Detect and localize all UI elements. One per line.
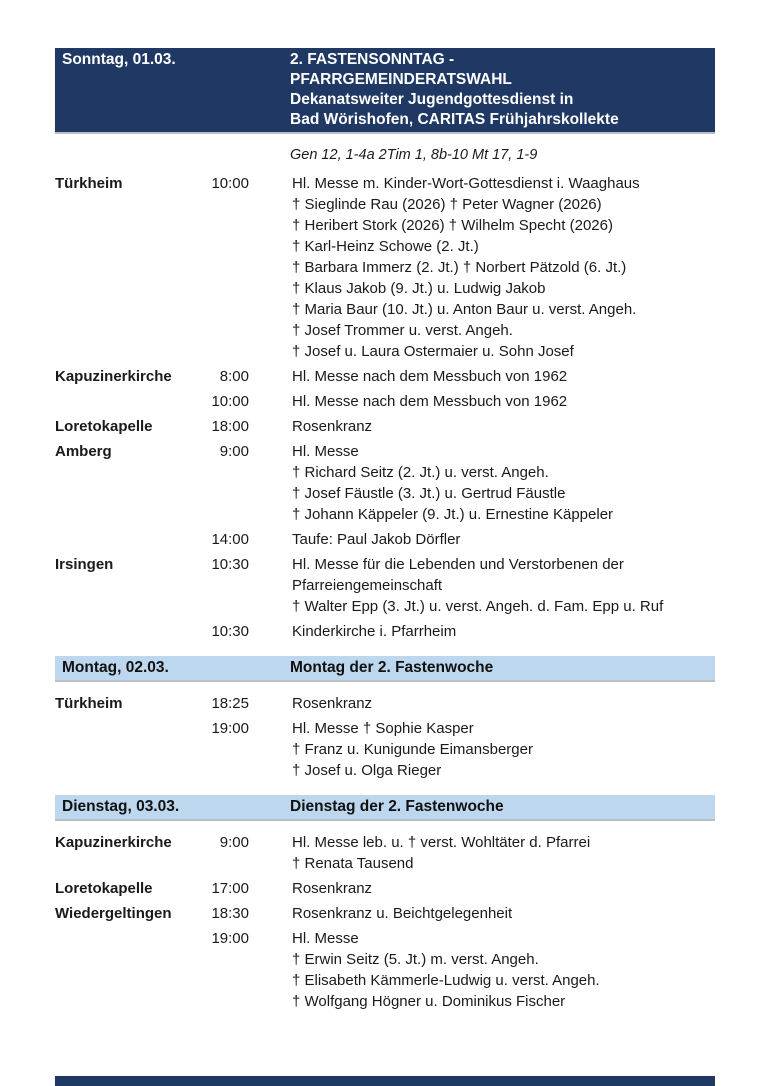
location-cell	[55, 928, 201, 1012]
day-title-line: 2. FASTENSONNTAG -	[290, 51, 455, 68]
day-section	[55, 795, 715, 1012]
day-section	[55, 48, 715, 642]
location-cell: Wiedergeltingen	[55, 905, 172, 922]
schedule-entry	[55, 903, 715, 924]
intention-line: † Josef u. Laura Ostermaier u. Sohn Josef	[292, 343, 574, 360]
time-cell: 10:30	[211, 556, 249, 573]
location-cell: Loretokapelle	[55, 418, 153, 435]
time-cell: 19:00	[211, 720, 249, 737]
intention-line: † Franz u. Kunigunde Eimansberger	[292, 741, 533, 758]
schedule-entry	[55, 529, 715, 550]
schedule-entry	[55, 366, 715, 387]
description-cell	[292, 441, 715, 525]
description-cell	[292, 391, 715, 412]
day-title	[290, 50, 709, 130]
location-cell	[55, 391, 201, 412]
description-cell	[292, 903, 715, 924]
service-line: Hl. Messe † Sophie Kasper	[292, 720, 474, 737]
description-cell	[292, 878, 715, 899]
location-cell: Kapuzinerkirche	[55, 834, 172, 851]
schedule-content	[55, 48, 715, 1016]
service-line: Rosenkranz	[292, 418, 373, 435]
schedule-entry	[55, 554, 715, 617]
time-cell: 9:00	[219, 834, 249, 851]
location-cell: Loretokapelle	[55, 880, 153, 897]
service-line: Taufe: Paul Jakob Dörfler	[292, 531, 461, 548]
intention-line: † Sieglinde Rau (2026) † Peter Wagner (2026)	[292, 196, 602, 213]
service-line: Hl. Messe	[292, 443, 359, 460]
description-cell	[292, 832, 715, 874]
service-line: Rosenkranz u. Beichtgelegenheit	[292, 905, 513, 922]
time-cell: 10:00	[211, 175, 249, 192]
intention-line: † Richard Seitz (2. Jt.) u. verst. Angeh.	[292, 464, 549, 481]
description-cell	[292, 416, 715, 437]
day-date: Montag, 02.03.	[62, 659, 169, 676]
day-title-line: Bad Wörishofen, CARITAS Frühjahrskollekte	[290, 111, 619, 128]
intention-line: † Heribert Stork (2026) † Wilhelm Specht (2026)	[292, 217, 613, 234]
schedule-entry	[55, 621, 715, 642]
day-date: Dienstag, 03.03.	[62, 798, 180, 815]
description-cell	[292, 529, 715, 550]
service-line: Hl. Messe für die Lebenden und Verstorbenen der Pfarreiengemeinschaft	[292, 556, 624, 594]
day-header-bar	[55, 795, 715, 821]
intention-line: † Elisabeth Kämmerle-Ludwig u. verst. Angeh.	[292, 972, 600, 989]
time-cell: 14:00	[211, 531, 249, 548]
service-line: Rosenkranz	[292, 880, 373, 897]
schedule-entry	[55, 693, 715, 714]
next-day-header-cutoff-bar	[55, 1076, 715, 1086]
description-cell	[292, 928, 715, 1012]
day-title-line: Montag der 2. Fastenwoche	[290, 659, 494, 676]
location-cell: Amberg	[55, 443, 112, 460]
time-cell: 17:00	[211, 880, 249, 897]
location-cell: Türkheim	[55, 695, 123, 712]
location-cell: Kapuzinerkirche	[55, 368, 172, 385]
entry-list	[55, 832, 715, 1012]
service-line: Hl. Messe m. Kinder-Wort-Gottesdienst i. Waaghaus	[292, 175, 640, 192]
schedule-entry	[55, 928, 715, 1012]
intention-line: † Barbara Immerz (2. Jt.) † Norbert Pätzold (6. Jt.)	[292, 259, 627, 276]
description-cell	[292, 554, 715, 617]
intention-line: † Josef Trommer u. verst. Angeh.	[292, 322, 513, 339]
entry-list	[55, 173, 715, 642]
description-cell	[292, 718, 715, 781]
description-cell	[292, 621, 715, 642]
day-title	[290, 658, 709, 678]
day-header-bar	[55, 48, 715, 134]
day-title-line: Dekanatsweiter Jugendgottesdienst in	[290, 91, 574, 108]
day-title-line: PFARRGEMEINDERATSWAHL	[290, 71, 512, 88]
intention-line: † Klaus Jakob (9. Jt.) u. Ludwig Jakob	[292, 280, 546, 297]
service-line: Hl. Messe nach dem Messbuch von 1962	[292, 393, 568, 410]
day-header-bar	[55, 656, 715, 682]
location-cell	[55, 529, 201, 550]
schedule-entry	[55, 878, 715, 899]
intention-line: † Johann Käppeler (9. Jt.) u. Ernestine Käppeler	[292, 506, 614, 523]
entry-list	[55, 693, 715, 781]
intention-line: † Walter Epp (3. Jt.) u. verst. Angeh. d. Fam. Epp u. Ruf	[292, 598, 664, 615]
description-cell	[292, 173, 715, 362]
location-cell	[55, 718, 201, 781]
intention-line: † Josef u. Olga Rieger	[292, 762, 442, 779]
intention-line: † Karl-Heinz Schowe (2. Jt.)	[292, 238, 479, 255]
schedule-entry	[55, 391, 715, 412]
time-cell: 18:30	[211, 905, 249, 922]
scripture-readings: Gen 12, 1-4a 2Tim 1, 8b-10 Mt 17, 1-9	[290, 147, 538, 163]
time-cell: 10:00	[211, 393, 249, 410]
schedule-entry	[55, 416, 715, 437]
time-cell: 10:30	[211, 623, 249, 640]
day-title	[290, 797, 709, 817]
service-line: Hl. Messe nach dem Messbuch von 1962	[292, 368, 568, 385]
service-line: Rosenkranz	[292, 695, 373, 712]
day-date: Sonntag, 01.03.	[62, 51, 176, 68]
description-cell	[292, 366, 715, 387]
intention-line: † Erwin Seitz (5. Jt.) m. verst. Angeh.	[292, 951, 539, 968]
service-line: Hl. Messe leb. u. † verst. Wohltäter d. Pfarrei	[292, 834, 591, 851]
intention-line: † Josef Fäustle (3. Jt.) u. Gertrud Fäustle	[292, 485, 566, 502]
intention-line: † Wolfgang Högner u. Dominikus Fischer	[292, 993, 566, 1010]
intention-line: † Maria Baur (10. Jt.) u. Anton Baur u. verst. Angeh.	[292, 301, 637, 318]
time-cell: 19:00	[211, 930, 249, 947]
intention-line: † Renata Tausend	[292, 855, 414, 872]
day-section	[55, 656, 715, 781]
schedule-entry	[55, 441, 715, 525]
time-cell: 8:00	[219, 368, 249, 385]
time-cell: 18:25	[211, 695, 249, 712]
location-cell: Türkheim	[55, 175, 123, 192]
time-cell: 18:00	[211, 418, 249, 435]
description-cell	[292, 693, 715, 714]
service-line: Hl. Messe	[292, 930, 359, 947]
day-title-line: Dienstag der 2. Fastenwoche	[290, 798, 504, 815]
schedule-entry	[55, 718, 715, 781]
time-cell: 9:00	[219, 443, 249, 460]
service-line: Kinderkirche i. Pfarrheim	[292, 623, 457, 640]
location-cell	[55, 621, 201, 642]
schedule-entry	[55, 832, 715, 874]
location-cell: Irsingen	[55, 556, 114, 573]
schedule-entry	[55, 173, 715, 362]
